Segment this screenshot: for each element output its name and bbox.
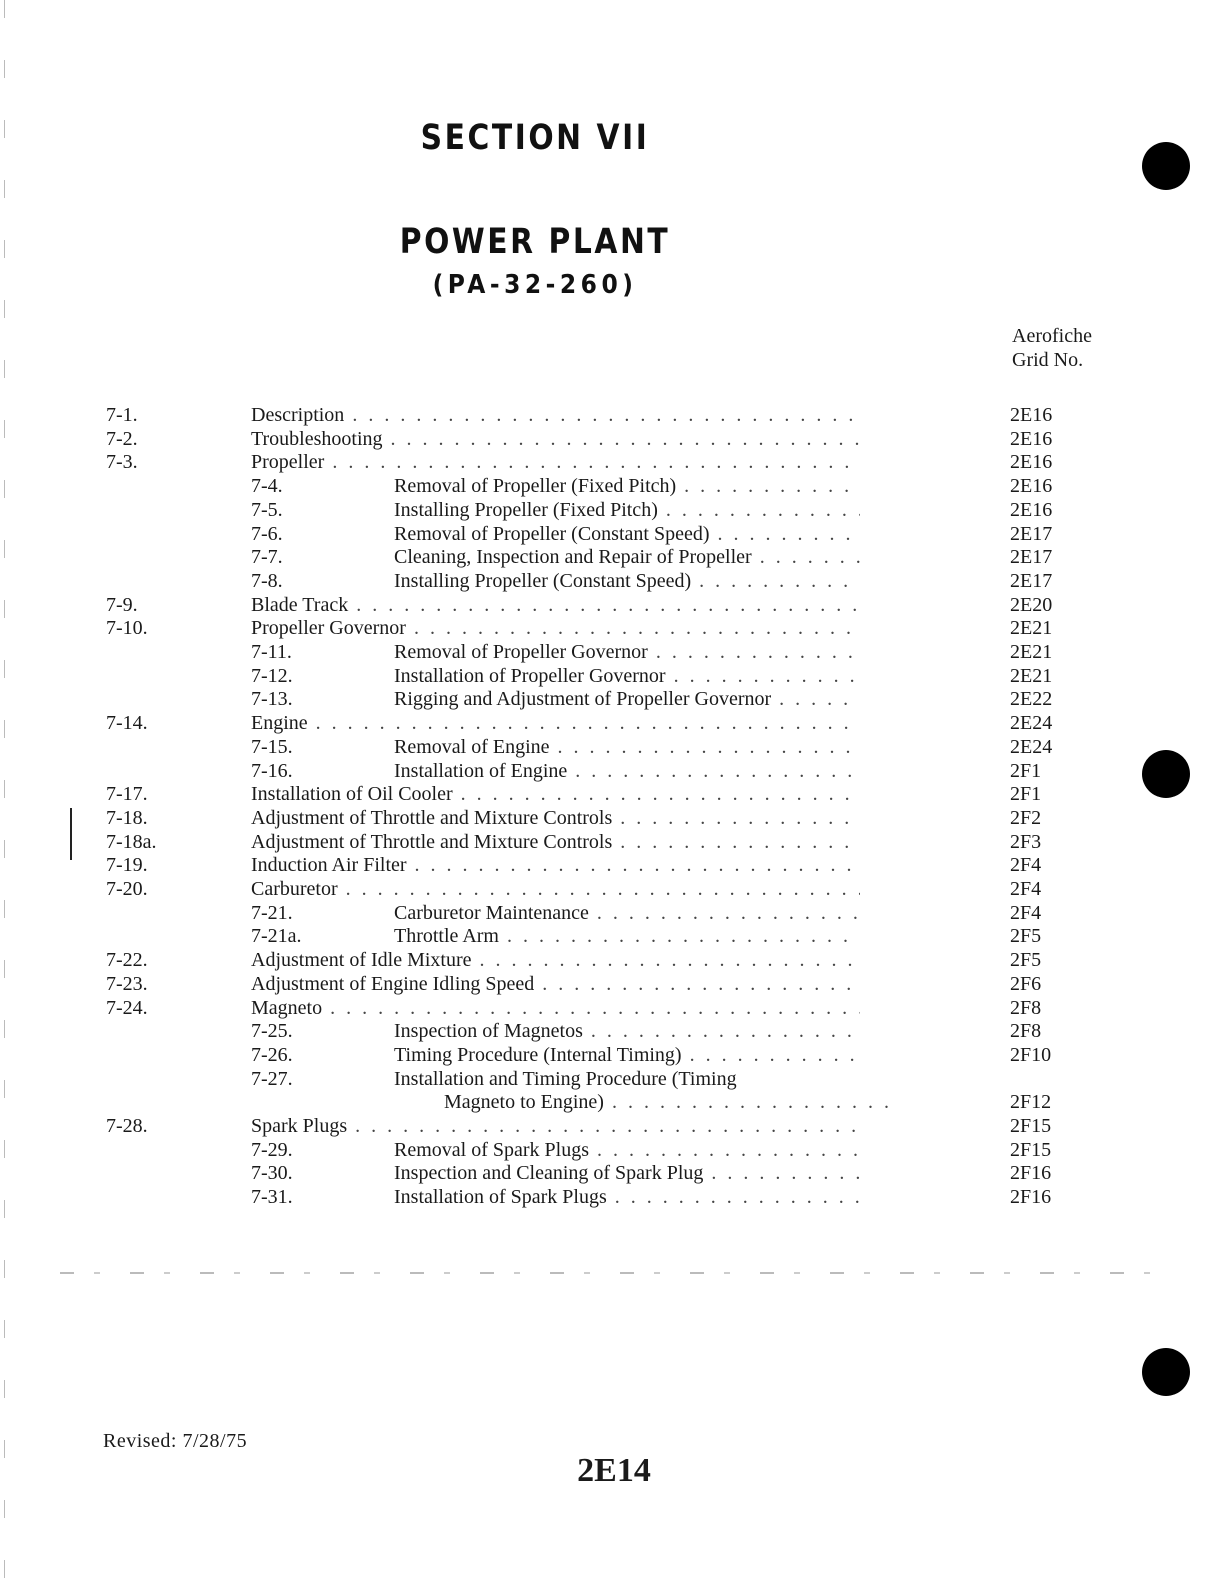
toc-row <box>0 474 1228 498</box>
toc-row <box>0 1067 1228 1091</box>
toc-row <box>0 924 1228 948</box>
toc-entry-grid-number: 2F16 <box>1010 1162 1052 1185</box>
toc-entry-grid-number: 2F4 <box>1010 878 1042 900</box>
toc-row <box>0 1090 1228 1114</box>
toc-entry-title: Installing Propeller (Fixed Pitch) . . . <box>394 498 860 522</box>
toc-entry-title: Removal of Propeller (Fixed Pitch) . . . <box>394 474 860 498</box>
toc-row <box>0 687 1228 711</box>
toc-entry-title: Adjustment of Throttle and Mixture Controls . . . <box>251 830 860 854</box>
toc-row <box>0 948 1228 972</box>
toc-entry-number: 7-21. <box>251 901 293 924</box>
toc-row <box>0 664 1228 688</box>
toc-row <box>0 616 1228 640</box>
toc-entry-number: 7-6. <box>251 522 283 545</box>
toc-row <box>0 1043 1228 1067</box>
toc-entry-grid-number: 2E17 <box>1010 546 1053 569</box>
toc-entry-title: Throttle Arm . . . <box>394 924 860 948</box>
toc-entry-title: Installation of Engine . . . <box>394 759 860 783</box>
toc-entry-title: Adjustment of Idle Mixture . . . <box>251 948 860 972</box>
toc-row <box>0 996 1228 1020</box>
scan-artifact-line <box>60 1272 1160 1274</box>
toc-entry-title: Carburetor Maintenance . . . <box>394 901 860 925</box>
chapter-title: POWER PLANT <box>399 222 671 262</box>
toc-row <box>0 759 1228 783</box>
toc-entry-grid-number: 2E16 <box>1010 475 1053 498</box>
toc-entry-title: Removal of Propeller Governor . . . <box>394 640 860 664</box>
toc-entry-grid-number: 2F8 <box>1010 996 1042 1019</box>
binder-hole-bottom <box>1142 1348 1190 1396</box>
toc-entry-title: Magneto to Engine) . . . <box>444 1090 890 1114</box>
toc-entry-number: 7-31. <box>251 1186 293 1209</box>
toc-entry-grid-number: 2F5 <box>1010 925 1042 948</box>
toc-entry-title: Installing Propeller (Constant Speed) . . . <box>394 569 860 593</box>
toc-entry-number: 7-9. <box>106 593 138 616</box>
toc-row <box>0 403 1228 427</box>
toc-entry-grid-number: 2E16 <box>1010 404 1053 426</box>
toc-entry-grid-number: 2F3 <box>1010 830 1042 853</box>
toc-row <box>0 593 1228 617</box>
toc-entry-title: Installation of Oil Cooler . . . <box>251 782 860 806</box>
toc-entry-title: Engine . . . <box>251 711 860 735</box>
toc-entry-grid-number: 2E24 <box>1010 735 1053 758</box>
toc-entry-number: 7-27. <box>251 1067 293 1090</box>
toc-entry-title: Installation of Propeller Governor . . . <box>394 664 860 688</box>
toc-entry-number: 7-13. <box>251 688 293 711</box>
toc-row <box>0 522 1228 546</box>
toc-entry-grid-number: 2E24 <box>1010 712 1053 735</box>
toc-entry-number: 7-2. <box>106 427 138 450</box>
toc-row <box>0 1019 1228 1043</box>
toc-entry-title: Propeller Governor . . . <box>251 616 860 640</box>
revision-date: Revised: 7/28/75 <box>103 1430 248 1452</box>
toc-entry-number: 7-18. <box>106 806 148 829</box>
toc-entry-grid-number: 2E16 <box>1010 451 1053 474</box>
toc-entry-grid-number: 2E22 <box>1010 688 1053 711</box>
toc-entry-number: 7-5. <box>251 498 283 521</box>
toc-row <box>0 498 1228 522</box>
toc-entry-number: 7-29. <box>251 1138 293 1161</box>
toc-row <box>0 735 1228 759</box>
toc-entry-number: 7-18a. <box>106 830 157 853</box>
toc-entry-grid-number: 2F12 <box>1010 1091 1052 1114</box>
binder-hole-top <box>1142 142 1190 190</box>
toc-entry-number: 7-22. <box>106 949 148 972</box>
toc-entry-title: Removal of Spark Plugs . . . <box>394 1138 860 1162</box>
toc-row <box>0 782 1228 806</box>
toc-entry-title: Installation of Spark Plugs . . . <box>394 1185 860 1209</box>
toc-entry-grid-number: 2F4 <box>1010 854 1042 877</box>
toc-entry-number: 7-10. <box>106 617 148 640</box>
toc-entry-number: 7-26. <box>251 1043 293 1066</box>
toc-entry-number: 7-25. <box>251 1020 293 1043</box>
toc-entry-number: 7-15. <box>251 735 293 758</box>
section-heading: SECTION VII <box>420 118 650 158</box>
toc-entry-title: Inspection of Magnetos . . . <box>394 1019 860 1043</box>
toc-entry-number: 7-8. <box>251 569 283 592</box>
page-number: 2E14 <box>577 1452 651 1489</box>
toc-entry-grid-number: 2E17 <box>1010 569 1053 592</box>
toc-entry-title: Blade Track . . . <box>251 593 860 617</box>
toc-entry-title: Adjustment of Engine Idling Speed . . . <box>251 972 860 996</box>
toc-entry-grid-number: 2E16 <box>1010 427 1053 450</box>
toc-entry-title: Troubleshooting . . . <box>251 427 860 451</box>
toc-row <box>0 901 1228 925</box>
toc-row <box>0 1114 1228 1138</box>
toc-entry-title: Inspection and Cleaning of Spark Plug . . . <box>394 1161 860 1185</box>
toc-entry-grid-number: 2F6 <box>1010 972 1042 995</box>
toc-entry-number: 7-12. <box>251 664 293 687</box>
toc-entry-title: Description . . . <box>251 403 860 427</box>
toc-entry-grid-number: 2F5 <box>1010 949 1042 972</box>
toc-entry-title: Timing Procedure (Internal Timing) . . . <box>394 1043 860 1067</box>
toc-entry-grid-number: 2E16 <box>1010 498 1053 521</box>
toc-entry-grid-number: 2F8 <box>1010 1020 1042 1043</box>
toc-row <box>0 427 1228 451</box>
toc-entry-number: 7-19. <box>106 854 148 877</box>
toc-entry-number: 7-16. <box>251 759 293 782</box>
toc-entry-number: 7-11. <box>251 641 292 663</box>
toc-entry-number: 7-24. <box>106 996 148 1019</box>
toc-entry-title: Spark Plugs . . . <box>251 1114 860 1138</box>
toc-entry-number: 7-23. <box>106 972 148 995</box>
toc-entry-title: Propeller . . . <box>251 450 860 474</box>
toc-entry-title: Rigging and Adjustment of Propeller Governor . . . <box>394 687 860 711</box>
grid-column-header-line2: Grid No. <box>1012 349 1084 371</box>
toc-entry-grid-number: 2F4 <box>1010 901 1042 924</box>
toc-row <box>0 830 1228 854</box>
model-designation: (PA-32-260) <box>432 270 638 300</box>
toc-entry-grid-number: 2F2 <box>1010 806 1042 829</box>
toc-entry-grid-number: 2E21 <box>1010 641 1053 663</box>
toc-entry-number: 7-20. <box>106 878 148 900</box>
grid-column-header-line1: Aerofiche <box>1012 325 1092 347</box>
toc-entry-number: 7-28. <box>106 1115 148 1137</box>
toc-row <box>0 1185 1228 1209</box>
toc-entry-number: 7-3. <box>106 451 138 474</box>
toc-row <box>0 1138 1228 1162</box>
toc-entry-number: 7-17. <box>106 783 148 806</box>
toc-entry-title: Magneto . . . <box>251 996 860 1020</box>
toc-row <box>0 972 1228 996</box>
toc-entry-grid-number: 2E21 <box>1010 617 1053 640</box>
toc-row <box>0 450 1228 474</box>
toc-entry-title: Carburetor . . . <box>251 877 860 901</box>
toc-row <box>0 545 1228 569</box>
toc-entry-grid-number: 2E21 <box>1010 664 1053 687</box>
revision-bar <box>70 808 72 860</box>
toc-entry-grid-number: 2E20 <box>1010 593 1053 616</box>
binder-hole-middle <box>1142 750 1190 798</box>
toc-entry-number: 7-1. <box>106 404 138 426</box>
toc-entry-number: 7-14. <box>106 712 148 735</box>
toc-entry-title: Removal of Propeller (Constant Speed) . . . <box>394 522 860 546</box>
toc-entry-grid-number: 2E17 <box>1010 522 1053 545</box>
toc-entry-number: 7-4. <box>251 475 283 498</box>
toc-entry-title: Adjustment of Throttle and Mixture Controls . . . <box>251 806 860 830</box>
toc-entry-grid-number: 2F1 <box>1010 783 1042 806</box>
toc-row <box>0 806 1228 830</box>
toc-entry-grid-number: 2F15 <box>1010 1115 1052 1137</box>
toc-row <box>0 569 1228 593</box>
toc-row <box>0 1161 1228 1185</box>
toc-entry-number: 7-30. <box>251 1162 293 1185</box>
toc-row <box>0 711 1228 735</box>
toc-entry-grid-number: 2F1 <box>1010 759 1042 782</box>
toc-entry-number: 7-7. <box>251 546 283 569</box>
toc-entry-grid-number: 2F10 <box>1010 1043 1052 1066</box>
toc-entry-title: Cleaning, Inspection and Repair of Propeller . . . <box>394 545 860 569</box>
toc-entry-title: Induction Air Filter . . . <box>251 853 860 877</box>
toc-row <box>0 877 1228 901</box>
toc-entry-grid-number: 2F15 <box>1010 1138 1052 1161</box>
toc-entry-number: 7-21a. <box>251 925 302 948</box>
toc-row <box>0 640 1228 664</box>
toc-row <box>0 853 1228 877</box>
toc-entry-title: Installation and Timing Procedure (Timing <box>394 1067 737 1090</box>
toc-entry-title: Removal of Engine . . . <box>394 735 860 759</box>
toc-entry-grid-number: 2F16 <box>1010 1186 1052 1209</box>
